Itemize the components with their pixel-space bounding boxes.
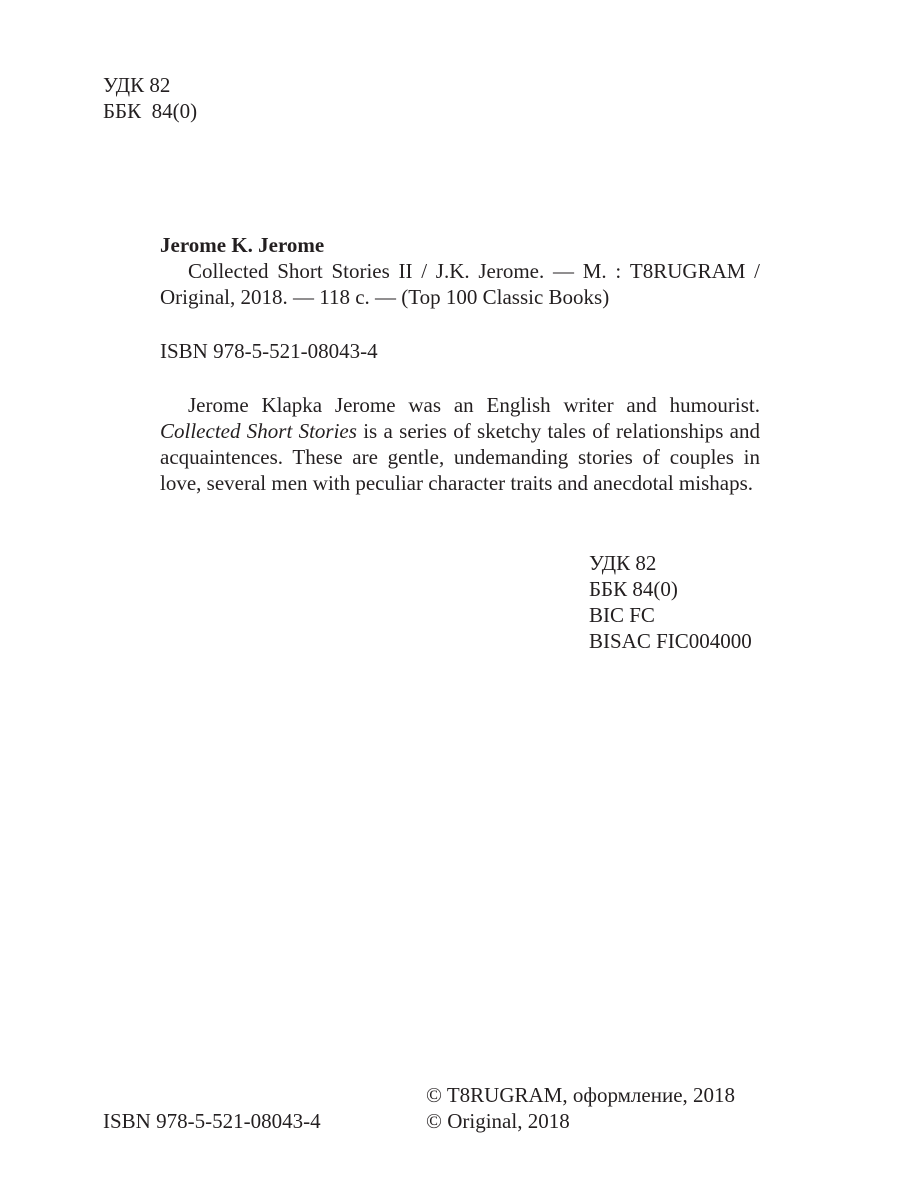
catalog-record: Collected Short Stories II / J.K. Jerome. — М. : T8RUGRAM / Original, 2018. — 118 с. — (Top 100 Classic Books)	[160, 259, 760, 309]
annotation-body: is a series of sketchy tales of relationships and acquaintences. These are gentle, undemanding stories of couples in love, several men with peculiar character traits and anecdotal mishaps.	[160, 419, 760, 495]
header-bbk-code: ББК 84(0)	[103, 99, 198, 123]
annotation-lead: Jerome Klapka Jerome was an English writer and humourist.	[188, 393, 760, 417]
header-classification-codes	[103, 72, 197, 124]
annotation-book-title: Collected Short Stories	[160, 419, 357, 443]
copyright-original: © Original, 2018	[426, 1109, 570, 1133]
book-annotation	[160, 392, 760, 496]
copyright-design: © T8RUGRAM, оформление, 2018	[426, 1083, 736, 1107]
header-udk-code: УДК 82	[103, 73, 171, 97]
udk-code: УДК 82	[589, 551, 657, 575]
catalog-card	[160, 232, 760, 310]
bbk-code: ББК 84(0)	[589, 577, 678, 601]
footer-isbn: ISBN 978-5-521-08043-4	[103, 1109, 321, 1133]
bic-code: BIC FC	[589, 603, 655, 627]
classification-codes	[589, 550, 752, 654]
copyright-notices	[426, 1082, 735, 1134]
catalog-author: Jerome K. Jerome	[160, 233, 325, 257]
catalog-isbn: ISBN 978-5-521-08043-4	[160, 339, 378, 363]
bisac-code: BISAC FIC004000	[589, 629, 752, 653]
